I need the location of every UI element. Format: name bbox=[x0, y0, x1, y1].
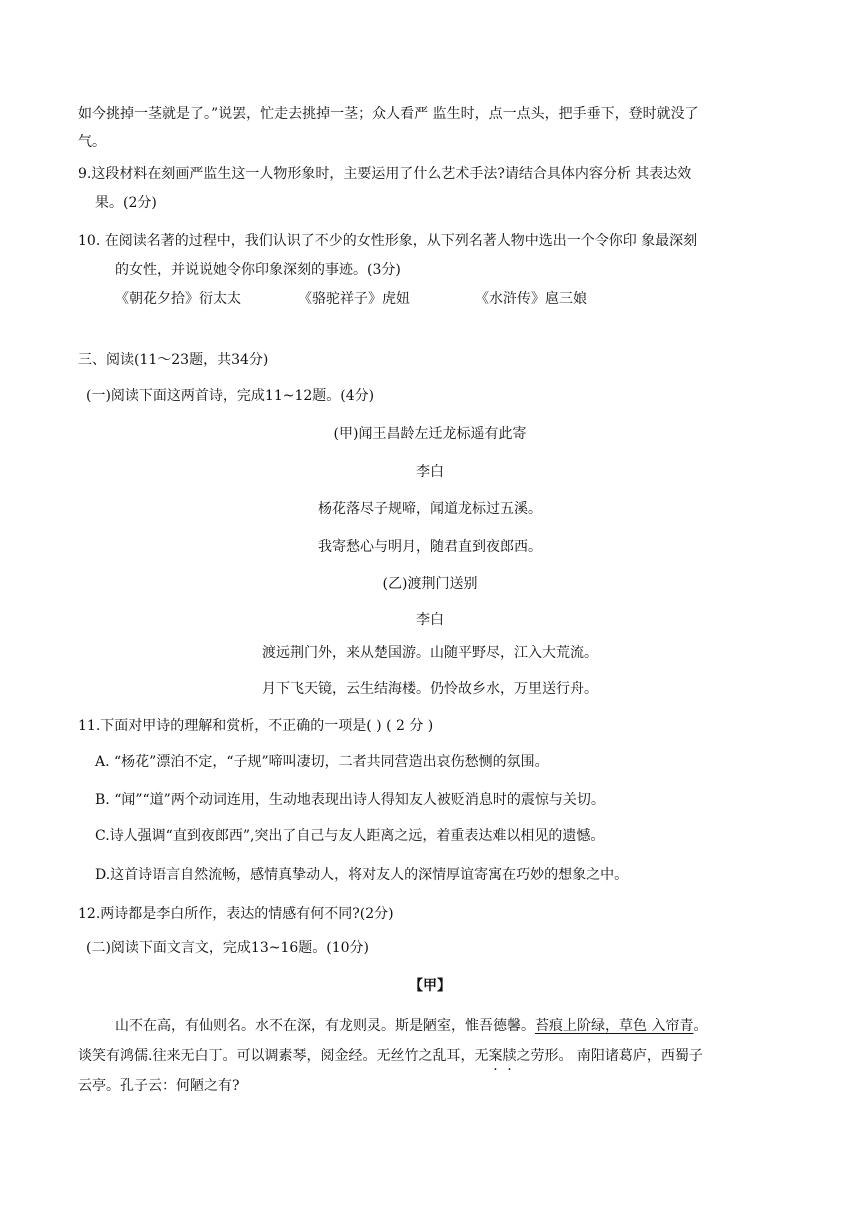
subsection-heading: (一)阅读下面这两首诗，完成11~12题。(4分) bbox=[86, 388, 375, 404]
poem-author: 李白 bbox=[416, 612, 444, 628]
option-book-2: 《骆驼祥子》虎妞 bbox=[298, 291, 410, 307]
passage-line: 云亭。孔子云：何陋之有? bbox=[78, 1078, 240, 1094]
passage-line bbox=[115, 1016, 707, 1036]
text-line: 如今挑掉一茎就是了。”说罢，忙走去挑掉一茎；众人看严 监生时，点一点头，把手垂下，登时就没了 bbox=[78, 106, 699, 122]
dotted-char: 案 bbox=[488, 1048, 503, 1064]
question-10: 10. 在阅读名著的过程中，我们认识了不少的女性形象，从下列名著人物中选出一个令你印 象最深刻 bbox=[78, 233, 698, 249]
poem-line: 渡远荆门外，来从楚国游。山随平野尽，江入大荒流。 bbox=[262, 645, 598, 661]
passage-text: 之劳形。 南阳诸葛庐，西蜀子 bbox=[516, 1048, 703, 1064]
text-line: 气。 bbox=[78, 134, 106, 150]
question-12: 12.两诗都是李白所作，表达的情感有何不同?(2分) bbox=[78, 906, 394, 922]
question-11: 11.下面对甲诗的理解和赏析，不正确的一项是( ) ( 2 分 ) bbox=[78, 718, 434, 734]
poem-line: 月下飞天镜，云生结海楼。仍怜故乡水，万里送行舟。 bbox=[262, 681, 598, 697]
subsection-heading: (二)阅读下面文言文，完成13~16题。(10分) bbox=[86, 940, 370, 956]
poem-title: (乙)渡荆门送别 bbox=[382, 576, 478, 592]
option-b: B. “闻”“道”两个动词连用，生动地表现出诗人得知友人被贬消息时的震惊与关切。 bbox=[95, 792, 605, 808]
question-9-cont: 果。(2分) bbox=[95, 195, 157, 211]
question-9: 9.这段材料在刻画严监生这一人物形象时，主要运用了什么艺术手法?请结合具体内容分析 其表达效 bbox=[78, 166, 692, 182]
dotted-char: 牍 bbox=[502, 1048, 517, 1064]
passage-text: 山不在高，有仙则名。水不在深，有龙则灵。斯是陋室，惟吾德馨。 bbox=[115, 1018, 535, 1034]
poem-title: (甲)闻王昌龄左迁龙标遥有此寄 bbox=[333, 426, 527, 442]
option-d: D.这首诗语言自然流畅，感情真挚动人，将对友人的深情厚谊寄寓在巧妙的想象之中。 bbox=[95, 867, 629, 883]
option-a: A. “杨花”漂泊不定，“子规”啼叫凄切，二者共同营造出哀伤愁恻的氛围。 bbox=[95, 754, 549, 770]
passage-label: 【甲】 bbox=[409, 978, 451, 994]
option-book-3: 《水浒传》扈三娘 bbox=[475, 291, 587, 307]
option-book-1: 《朝花夕拾》衍太太 bbox=[115, 291, 241, 307]
poem-line: 我寄愁心与明月，随君直到夜郎西。 bbox=[318, 539, 542, 555]
underlined-phrase: 苔痕上阶绿，草色 入帘青 bbox=[535, 1018, 694, 1034]
passage-text: 谈笑有鸿儒.往来无白丁。可以调素琴，阅金经。无丝竹之乱耳，无 bbox=[78, 1048, 489, 1064]
option-c: C.诗人强调“直到夜郎西”,突出了自己与友人距离之远，着重表达难以相见的遗憾。 bbox=[95, 828, 605, 844]
section-heading: 三、阅读(11～23题，共34分) bbox=[78, 352, 269, 368]
passage-text: 。 bbox=[693, 1018, 708, 1034]
poem-line: 杨花落尽子规啼，闻道龙标过五溪。 bbox=[318, 501, 542, 517]
poem-author: 李白 bbox=[416, 464, 444, 480]
question-10-cont: 的女性，并说说她令你印象深刻的事迹。(3分) bbox=[115, 262, 401, 278]
passage-line bbox=[78, 1046, 703, 1066]
